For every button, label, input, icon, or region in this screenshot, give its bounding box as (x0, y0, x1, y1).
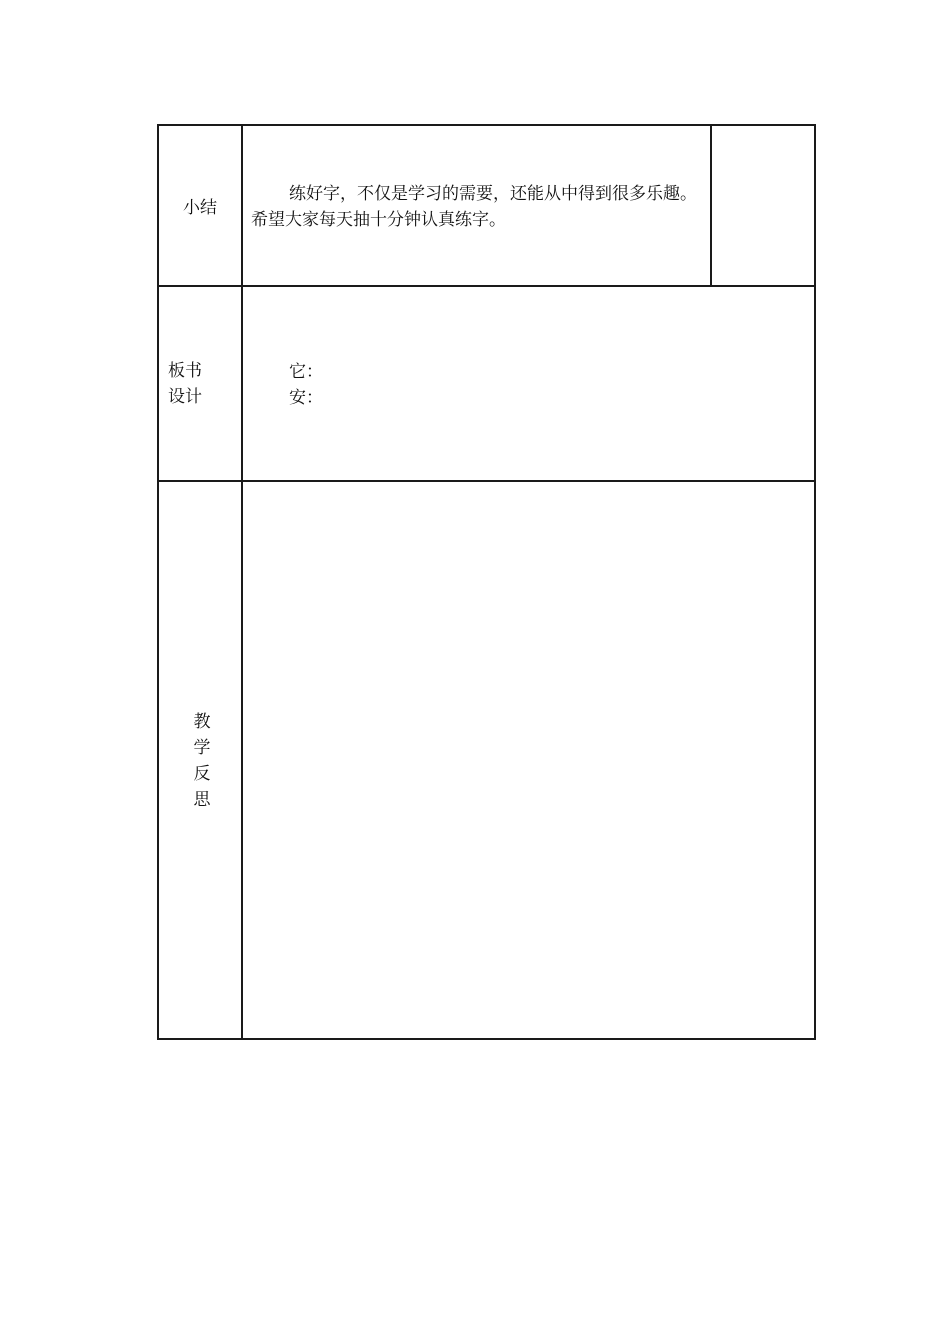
reflection-label (192, 709, 212, 813)
reflection-label-cell (159, 482, 243, 1038)
reflection-content-cell[interactable] (243, 482, 814, 1038)
board-line: 它： (289, 362, 323, 382)
board-line: 安： (289, 388, 323, 408)
reflection-label-char: 反 (193, 764, 211, 784)
reflection-label-char: 学 (193, 738, 211, 758)
reflection-label-char: 思 (193, 790, 211, 810)
summary-extra-cell (710, 126, 814, 285)
board-design-label (168, 358, 202, 410)
board-design-row (159, 287, 814, 482)
summary-label: 小结 (183, 198, 217, 218)
board-design-content-cell (243, 287, 814, 480)
summary-row (159, 126, 814, 287)
lesson-plan-table (157, 124, 816, 1040)
summary-label-cell (159, 126, 243, 285)
summary-text (251, 181, 706, 233)
board-design-label-cell (159, 287, 243, 480)
summary-body: 练好字，不仅是学习的需要，还能从中得到很多乐趣。希望大家每天抽十分钟认真练字。 (251, 184, 697, 230)
reflection-label-char: 教 (193, 712, 211, 732)
reflection-row (159, 482, 814, 1038)
board-design-label-line2: 设计 (168, 387, 202, 407)
board-design-label-line1: 板书 (168, 361, 202, 381)
